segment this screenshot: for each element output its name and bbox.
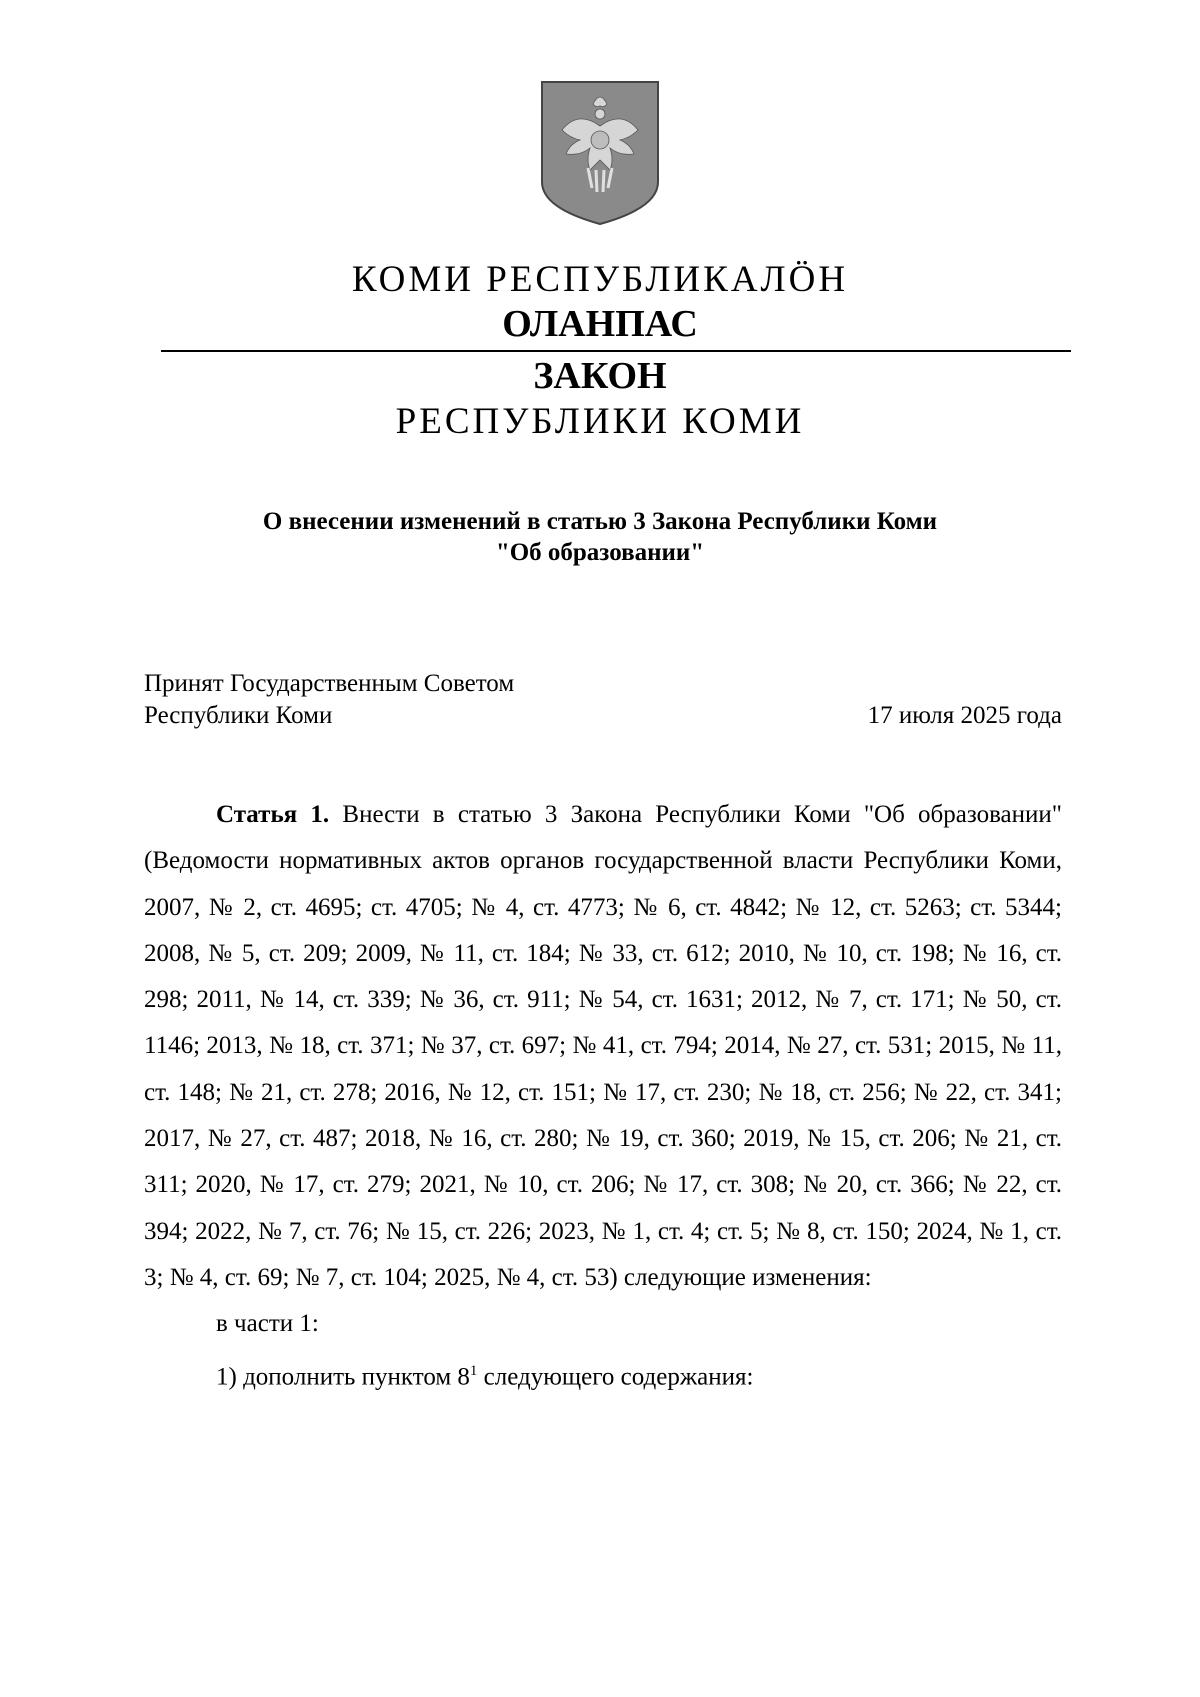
item-1-suffix: следующего содержания: [477,1362,754,1390]
law-body [144,792,1062,1400]
republic-heading: РЕСПУБЛИКИ КОМИ [395,401,805,442]
adoption-block [144,668,1062,732]
adoption-row [144,700,1062,732]
adoption-date: 17 июля 2025 года [867,702,1062,729]
header-divider [161,350,1071,352]
adoption-line-2: Республики Коми [144,702,333,729]
item-1-superscript: 1 [469,1362,478,1379]
part-1-paragraph: в части 1: [216,1310,319,1338]
article-1-paragraph [144,792,1062,1301]
item-1-paragraph [144,1348,1062,1401]
adoption-line-1: Принят Государственным Советом [144,670,515,697]
article-1-text: Внести в статью 3 Закона Республики Коми "Об образовании" (Ведомости нормативных актов органов государственной власти Республики Коми, 2007, № 2, ст. 4695; ст. 4705; № 4, ст. 4773; № 6, ст. 4842; № 12, ст. 5263; ст. 5344; 2008, № 5, ст. 209; 2009, № 11, ст. 184; № 33, ст. 612; 2010, № 10, ст. 198; № 16, ст. 298; 2011, № 14, ст. 339; № 36, ст. 911; № 54, ст. 1631; 2012, № 7, ст. 171; № 50, ст. 1146; 2013, № 18, ст. 371; № 37, ст. 697; № 41, ст. 794; 2014, № 27, ст. 531; 2015, № 11, ст. 148; № 21, ст. 278; 2016, № 12, ст. 151; № 17, ст. 230; № 18, ст. 256; № 22, ст. 341; 2017, № 27, ст. 487; 2018, № 16, ст. 280; № 19, ст. 360; 2019, № 15, ст. 206; № 21, ст. 311; 2020, № 17, ст. 279; 2021, № 10, ст. 206; № 17, ст. 308; № 20, ст. 366; № 22, ст. 394; 2022, № 7, ст. 76; № 15, ст. 226; 2023, № 1, ст. 4; ст. 5; № 8, ст. 150; 2024, № 1, ст. 3; № 4, ст. 69; № 7, ст. 104; 2025, № 4, ст. 53) следующие изменения: [144,801,1062,1291]
law-heading: ЗАКОН [533,355,667,397]
document-title [0,506,1200,568]
document-title-line-1: О внесении изменений в статью 3 Закона Республики Коми [262,508,938,535]
document-title-line-2: "Об образовании" [495,539,705,566]
komi-republic-heading: КОМИ РЕСПУБЛИКАЛӦН [351,259,849,300]
coat-of-arms-icon [540,80,660,226]
article-1-heading: Статья 1. [216,801,330,828]
item-1-prefix: 1) дополнить пунктом 8 [216,1362,470,1390]
komi-law-heading: ОЛАНПАС [502,303,698,345]
